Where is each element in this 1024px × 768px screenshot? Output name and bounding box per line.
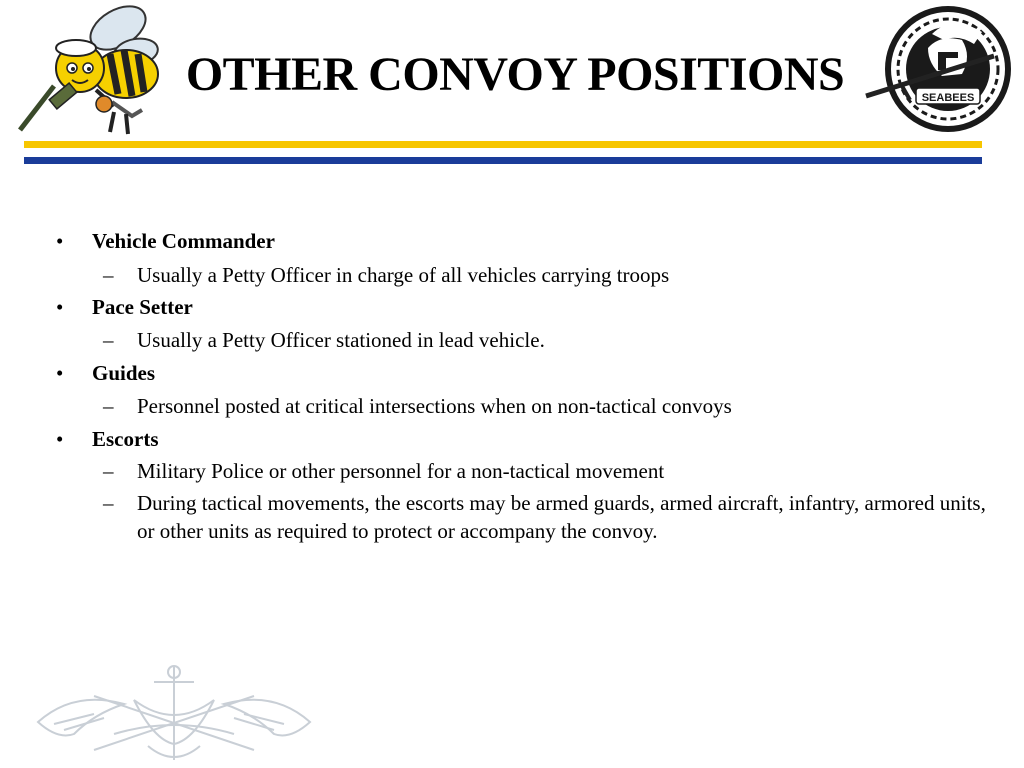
sub-bullet-item bbox=[103, 392, 1007, 420]
sub-bullet-item bbox=[103, 261, 1007, 289]
sub-bullet-text: Personnel posted at critical intersections when on non-tactical convoys bbox=[137, 394, 732, 418]
sub-bullet-item bbox=[103, 326, 1007, 354]
sub-bullet-text: During tactical movements, the escorts may be armed guards, armed aircraft, infantry, armored units, or other units as required to protect or accompany the convoy. bbox=[137, 491, 986, 543]
sub-bullet-text: Usually a Petty Officer stationed in lead vehicle. bbox=[137, 328, 545, 352]
seal-text: SEABEES bbox=[921, 92, 975, 104]
sub-bullet-item bbox=[103, 457, 1007, 485]
bullet-glyph: • bbox=[56, 229, 64, 253]
bullet-glyph: • bbox=[56, 295, 64, 319]
bullet-label: Pace Setter bbox=[92, 295, 193, 319]
seabee-mascot-icon bbox=[14, 2, 164, 140]
bullet-glyph: • bbox=[56, 361, 64, 385]
bullet-label: Guides bbox=[92, 361, 156, 385]
dash-glyph: – bbox=[103, 263, 114, 287]
slide-title: OTHER CONVOY POSITIONS bbox=[185, 48, 845, 101]
dash-glyph: – bbox=[103, 328, 114, 352]
bullet-item bbox=[56, 294, 193, 320]
sub-bullet-item bbox=[103, 489, 1007, 545]
gold-rule bbox=[24, 141, 982, 148]
dash-glyph: – bbox=[103, 394, 114, 418]
sub-bullet-text: Military Police or other personnel for a non-tactical movement bbox=[137, 459, 665, 483]
bullet-item bbox=[56, 426, 159, 452]
dash-glyph: – bbox=[103, 459, 114, 483]
bullet-label: Escorts bbox=[92, 427, 159, 451]
blue-rule bbox=[24, 157, 982, 164]
bullet-item bbox=[56, 228, 275, 254]
sub-bullet-text: Usually a Petty Officer in charge of all vehicles carrying troops bbox=[137, 263, 670, 287]
bullet-glyph: • bbox=[56, 427, 64, 451]
bullet-label: Vehicle Commander bbox=[92, 229, 275, 253]
seabees-seal-icon bbox=[862, 4, 1012, 134]
bullet-item bbox=[56, 360, 156, 386]
dash-glyph: – bbox=[103, 491, 114, 515]
combat-warfare-insignia-icon bbox=[34, 660, 314, 768]
